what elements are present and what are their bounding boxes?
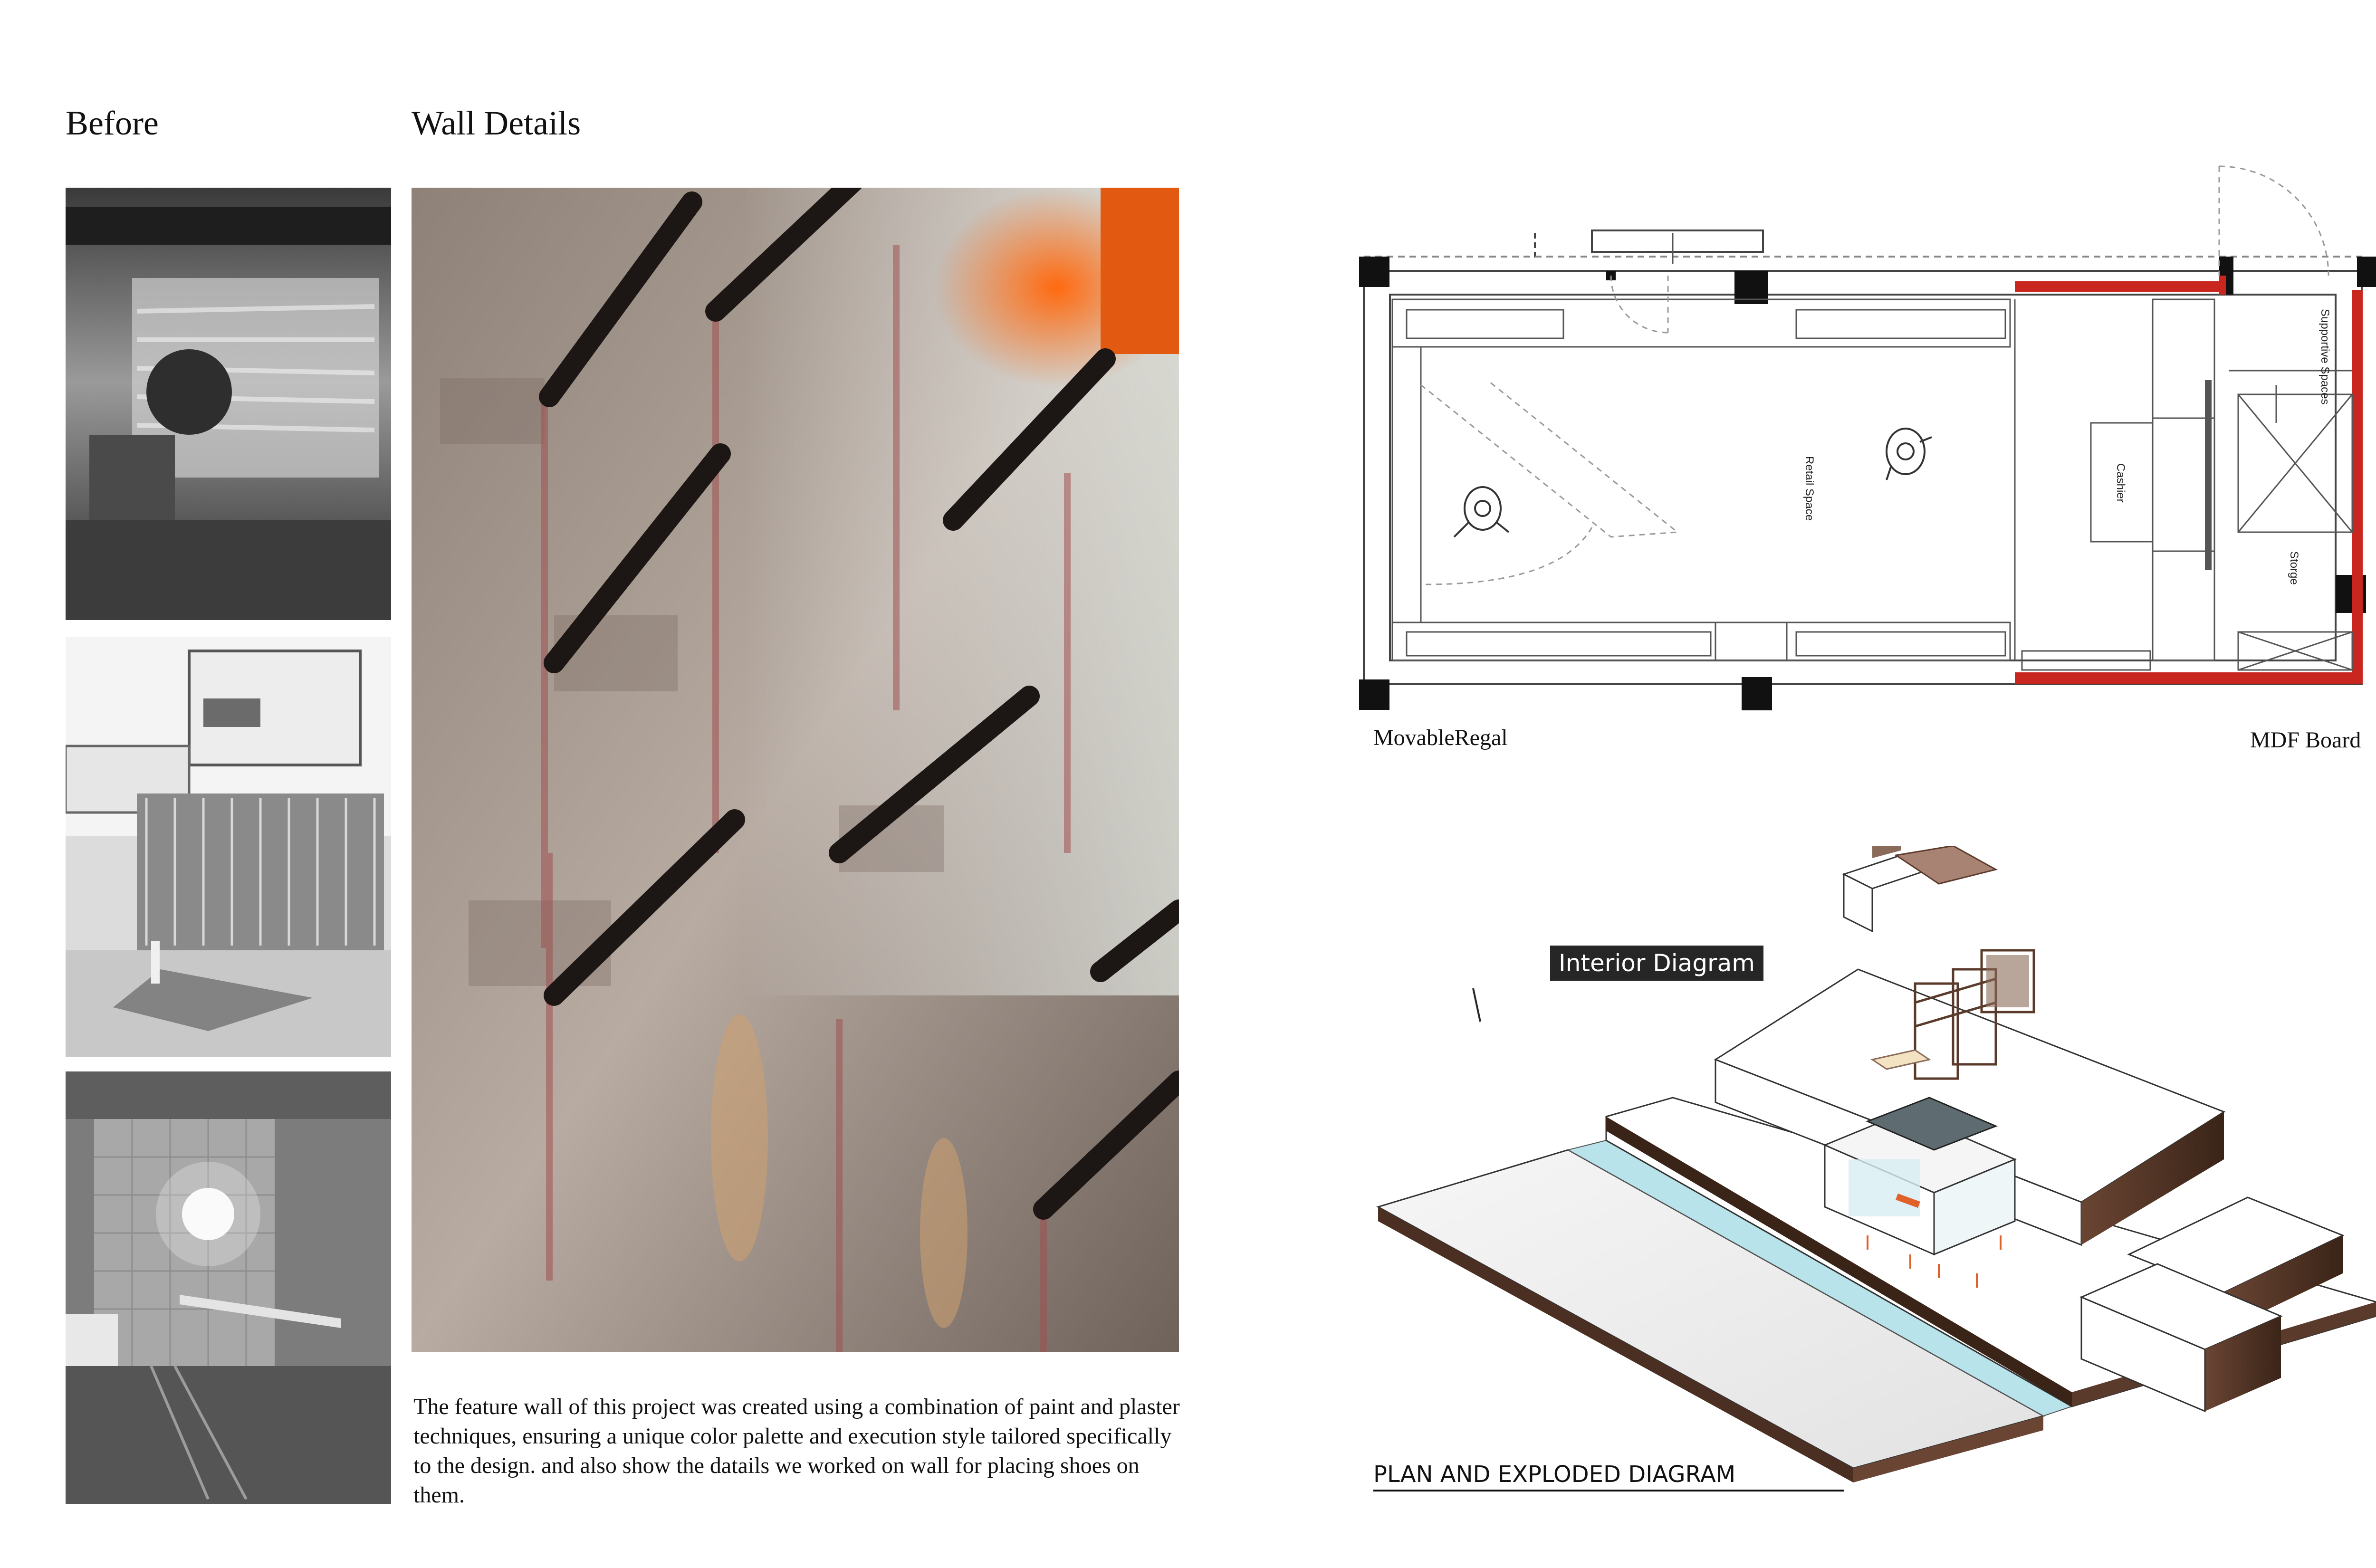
- storage-label: Storge: [2288, 551, 2300, 585]
- exploded-diagram: [1369, 846, 2376, 1511]
- mdf-board-red: [2015, 276, 2363, 684]
- plan-exploded-diagram-title: PLAN AND EXPLODED DIAGRAM: [1373, 1461, 1844, 1492]
- floor-plan: [1345, 157, 2376, 727]
- supportive-spaces-label: Supportive Spaces: [2319, 309, 2331, 405]
- person-figures: [1454, 429, 1932, 537]
- wall-detail-photo: [412, 188, 1179, 1352]
- wall-details-heading: Wall Details: [412, 104, 581, 142]
- before-heading: Before: [66, 104, 159, 142]
- before-photo-back-room: [66, 1071, 391, 1504]
- cashier-label: Cashier: [2114, 463, 2127, 503]
- mdf-board-label: MDF Board: [2250, 727, 2361, 753]
- movable-regal-label: MovableRegal: [1373, 725, 1508, 750]
- before-photo-storefront: [66, 637, 391, 1057]
- retail-space-label: Retail Space: [1803, 456, 1816, 521]
- interior-diagram-callout: Interior Diagram: [1550, 946, 1763, 981]
- before-photo-interior: [66, 188, 391, 620]
- structural-columns: [1359, 257, 2376, 710]
- wall-description: The feature wall of this project was created using a combination of paint and plaster techniques, ensuring a unique color palette and execution style tailored specifically to the design. and also show the datails we worked on wall for placing shoes on them.: [413, 1394, 1180, 1508]
